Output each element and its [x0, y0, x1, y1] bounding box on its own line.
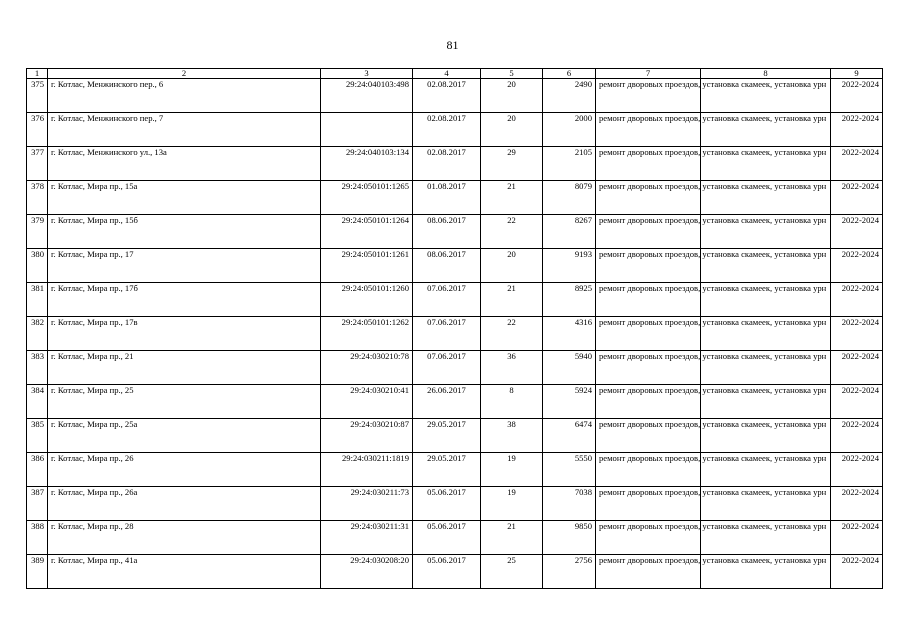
- works-cell: ремонт дворовых проездов, установка скамеек, установка урн: [596, 555, 701, 589]
- column-header: 4: [413, 69, 481, 79]
- row-number: 382: [27, 317, 48, 351]
- cadastral-number-cell: 29:24:050101:1260: [321, 283, 413, 317]
- date-cell: 07.06.2017: [413, 351, 481, 385]
- period-cell: 2022-2024: [831, 453, 883, 487]
- table-row: [27, 317, 883, 351]
- column-header: 9: [831, 69, 883, 79]
- column-6-cell: 4316: [543, 317, 596, 351]
- table-row: [27, 351, 883, 385]
- address-cell: г. Котлас, Мира пр., 15а: [48, 181, 321, 215]
- cadastral-number-cell: 29:24:030210:87: [321, 419, 413, 453]
- cadastral-number-cell: 29:24:030208:20: [321, 555, 413, 589]
- column-6-cell: 8079: [543, 181, 596, 215]
- column-6-cell: 5924: [543, 385, 596, 419]
- table-row: [27, 215, 883, 249]
- header-row: [27, 69, 883, 79]
- page-number: 81: [446, 38, 459, 52]
- cadastral-number-cell: 29:24:040103:498: [321, 79, 413, 113]
- date-cell: 07.06.2017: [413, 317, 481, 351]
- works-cell: ремонт дворовых проездов, установка скамеек, установка урн: [596, 487, 701, 521]
- row-number: 378: [27, 181, 48, 215]
- address-cell: г. Котлас, Мира пр., 26а: [48, 487, 321, 521]
- column-5-cell: 19: [481, 453, 543, 487]
- column-6-cell: 7038: [543, 487, 596, 521]
- address-cell: г. Котлас, Менжинского пер., 7: [48, 113, 321, 147]
- registry-table: [26, 68, 883, 589]
- column-6-cell: 2105: [543, 147, 596, 181]
- period-cell: 2022-2024: [831, 555, 883, 589]
- column-6-cell: 5940: [543, 351, 596, 385]
- column-header: 2: [48, 69, 321, 79]
- date-cell: 29.05.2017: [413, 419, 481, 453]
- column-header: 1: [27, 69, 48, 79]
- date-cell: 07.06.2017: [413, 283, 481, 317]
- period-cell: 2022-2024: [831, 487, 883, 521]
- cadastral-number-cell: 29:24:030211:1819: [321, 453, 413, 487]
- row-number: 389: [27, 555, 48, 589]
- column-5-cell: 22: [481, 215, 543, 249]
- works-cell: ремонт дворовых проездов, установка скамеек, установка урн: [596, 317, 701, 351]
- cadastral-number-cell: [321, 113, 413, 147]
- cadastral-number-cell: 29:24:050101:1262: [321, 317, 413, 351]
- column-5-cell: 25: [481, 555, 543, 589]
- cadastral-number-cell: 29:24:030210:41: [321, 385, 413, 419]
- works-cell: ремонт дворовых проездов, установка скамеек, установка урн: [596, 283, 701, 317]
- works-cell: ремонт дворовых проездов, установка скамеек, установка урн: [596, 453, 701, 487]
- address-cell: г. Котлас, Мира пр., 17б: [48, 283, 321, 317]
- address-cell: г. Котлас, Менжинского ул., 13а: [48, 147, 321, 181]
- row-number: 388: [27, 521, 48, 555]
- date-cell: 05.06.2017: [413, 521, 481, 555]
- date-cell: 05.06.2017: [413, 487, 481, 521]
- period-cell: 2022-2024: [831, 317, 883, 351]
- table-row: [27, 283, 883, 317]
- column-6-cell: 6474: [543, 419, 596, 453]
- address-cell: г. Котлас, Мира пр., 17: [48, 249, 321, 283]
- column-5-cell: 21: [481, 181, 543, 215]
- column-5-cell: 20: [481, 113, 543, 147]
- period-cell: 2022-2024: [831, 249, 883, 283]
- column-6-cell: 2000: [543, 113, 596, 147]
- column-5-cell: 8: [481, 385, 543, 419]
- works-cell: ремонт дворовых проездов, установка скамеек, установка урн: [596, 249, 701, 283]
- address-cell: г. Котлас, Мира пр., 17в: [48, 317, 321, 351]
- period-cell: 2022-2024: [831, 419, 883, 453]
- works-cell: ремонт дворовых проездов, установка скамеек, установка урн: [596, 113, 701, 147]
- row-number: 379: [27, 215, 48, 249]
- date-cell: 02.08.2017: [413, 147, 481, 181]
- period-cell: 2022-2024: [831, 521, 883, 555]
- column-6-cell: 9193: [543, 249, 596, 283]
- column-6-cell: 2490: [543, 79, 596, 113]
- date-cell: 01.08.2017: [413, 181, 481, 215]
- row-number: 380: [27, 249, 48, 283]
- table-row: [27, 453, 883, 487]
- works-cell: ремонт дворовых проездов, установка скамеек, установка урн: [596, 147, 701, 181]
- row-number: 375: [27, 79, 48, 113]
- address-cell: г. Котлас, Мира пр., 41а: [48, 555, 321, 589]
- column-5-cell: 20: [481, 249, 543, 283]
- works-cell: ремонт дворовых проездов, установка скамеек, установка урн: [596, 521, 701, 555]
- table-row: [27, 385, 883, 419]
- date-cell: 02.08.2017: [413, 113, 481, 147]
- cadastral-number-cell: 29:24:050101:1265: [321, 181, 413, 215]
- works-cell: ремонт дворовых проездов, установка скамеек, установка урн: [596, 181, 701, 215]
- date-cell: 05.06.2017: [413, 555, 481, 589]
- row-number: 377: [27, 147, 48, 181]
- address-cell: г. Котлас, Мира пр., 25а: [48, 419, 321, 453]
- column-6-cell: 9850: [543, 521, 596, 555]
- column-5-cell: 22: [481, 317, 543, 351]
- date-cell: 02.08.2017: [413, 79, 481, 113]
- address-cell: г. Котлас, Мира пр., 26: [48, 453, 321, 487]
- works-cell: ремонт дворовых проездов, установка скамеек, установка урн: [596, 385, 701, 419]
- address-cell: г. Котлас, Мира пр., 21: [48, 351, 321, 385]
- address-cell: г. Котлас, Мира пр., 28: [48, 521, 321, 555]
- row-number: 376: [27, 113, 48, 147]
- column-6-cell: 8925: [543, 283, 596, 317]
- period-cell: 2022-2024: [831, 79, 883, 113]
- cadastral-number-cell: 29:24:050101:1261: [321, 249, 413, 283]
- column-header: 7: [596, 69, 701, 79]
- column-header: 5: [481, 69, 543, 79]
- period-cell: 2022-2024: [831, 215, 883, 249]
- column-5-cell: 29: [481, 147, 543, 181]
- address-cell: г. Котлас, Мира пр., 25: [48, 385, 321, 419]
- row-number: 385: [27, 419, 48, 453]
- column-header: 3: [321, 69, 413, 79]
- table-row: [27, 555, 883, 589]
- address-cell: г. Котлас, Мира пр., 15б: [48, 215, 321, 249]
- period-cell: 2022-2024: [831, 351, 883, 385]
- period-cell: 2022-2024: [831, 113, 883, 147]
- table-row: [27, 79, 883, 113]
- column-5-cell: 21: [481, 283, 543, 317]
- table-row: [27, 521, 883, 555]
- works-cell: ремонт дворовых проездов, установка скамеек, установка урн: [596, 215, 701, 249]
- table-row: [27, 249, 883, 283]
- cadastral-number-cell: 29:24:030210:78: [321, 351, 413, 385]
- date-cell: 29.05.2017: [413, 453, 481, 487]
- period-cell: 2022-2024: [831, 283, 883, 317]
- works-cell: ремонт дворовых проездов, установка скамеек, установка урн: [596, 419, 701, 453]
- cadastral-number-cell: 29:24:030211:31: [321, 521, 413, 555]
- table-row: [27, 487, 883, 521]
- works-cell: ремонт дворовых проездов, установка скамеек, установка урн: [596, 351, 701, 385]
- date-cell: 08.06.2017: [413, 215, 481, 249]
- row-number: 387: [27, 487, 48, 521]
- table-row: [27, 181, 883, 215]
- period-cell: 2022-2024: [831, 385, 883, 419]
- cadastral-number-cell: 29:24:030211:73: [321, 487, 413, 521]
- row-number: 381: [27, 283, 48, 317]
- period-cell: 2022-2024: [831, 181, 883, 215]
- column-header: 8: [701, 69, 831, 79]
- column-5-cell: 21: [481, 521, 543, 555]
- row-number: 384: [27, 385, 48, 419]
- column-5-cell: 36: [481, 351, 543, 385]
- row-number: 386: [27, 453, 48, 487]
- address-cell: г. Котлас, Менжинского пер., 6: [48, 79, 321, 113]
- table-row: [27, 419, 883, 453]
- date-cell: 08.06.2017: [413, 249, 481, 283]
- column-6-cell: 5550: [543, 453, 596, 487]
- column-header: 6: [543, 69, 596, 79]
- column-6-cell: 8267: [543, 215, 596, 249]
- column-6-cell: 2756: [543, 555, 596, 589]
- column-5-cell: 19: [481, 487, 543, 521]
- row-number: 383: [27, 351, 48, 385]
- table-row: [27, 147, 883, 181]
- cadastral-number-cell: 29:24:040103:134: [321, 147, 413, 181]
- works-cell: ремонт дворовых проездов, установка скамеек, установка урн: [596, 79, 701, 113]
- column-5-cell: 38: [481, 419, 543, 453]
- cadastral-number-cell: 29:24:050101:1264: [321, 215, 413, 249]
- period-cell: 2022-2024: [831, 147, 883, 181]
- table-row: [27, 113, 883, 147]
- date-cell: 26.06.2017: [413, 385, 481, 419]
- column-5-cell: 20: [481, 79, 543, 113]
